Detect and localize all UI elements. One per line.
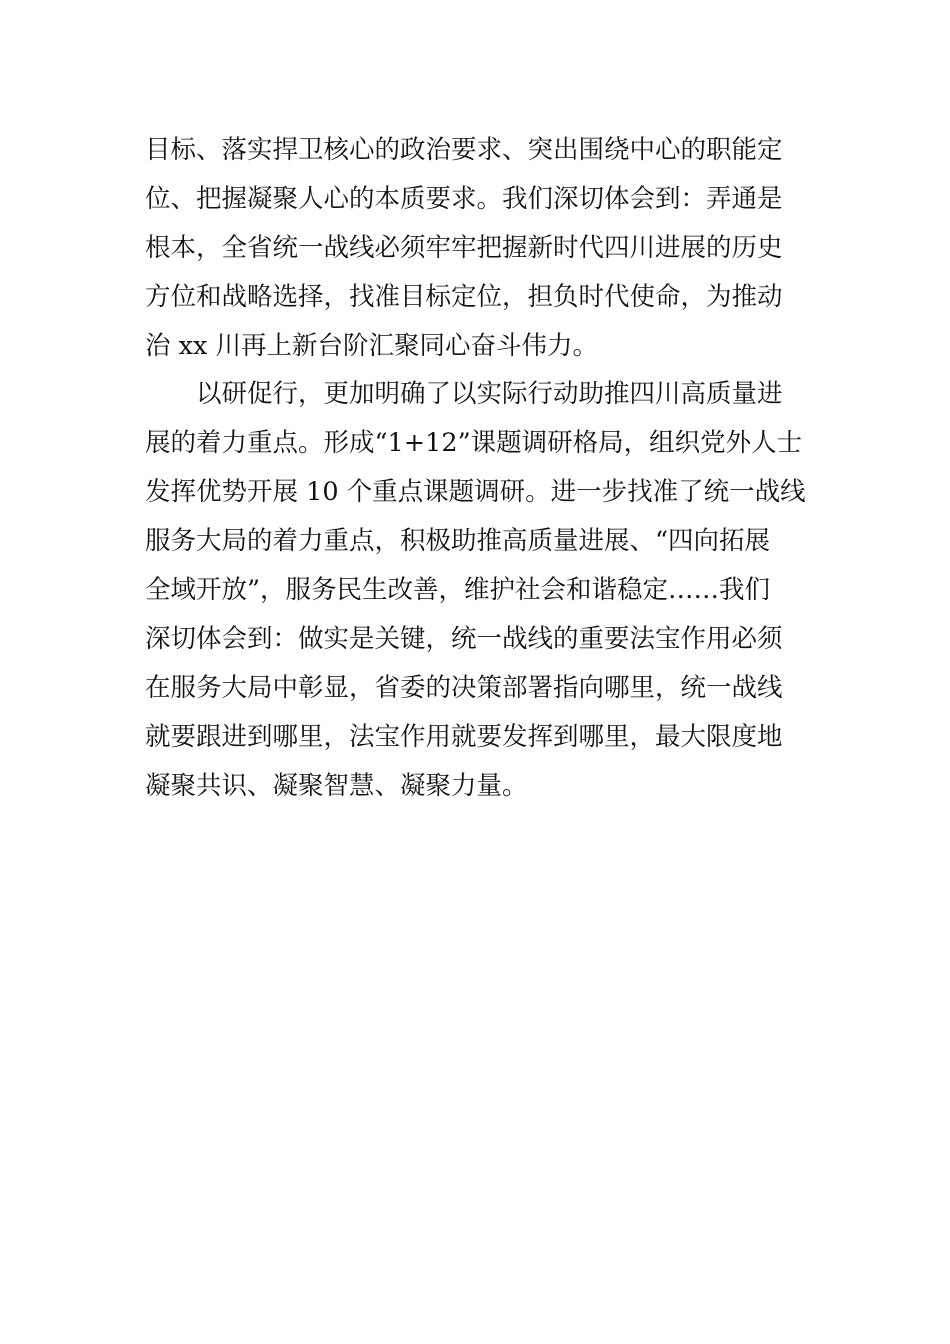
text-line-first: 以研促行，更加明确了以实际行动助推四川高质量进 (196, 379, 783, 410)
text-line: 目标、落实捍卫核心的政治要求、突出围绕中心的职能定 (145, 135, 783, 165)
text-line: 深切体会到：做实是关键，统一战线的重要法宝作用必须 (145, 623, 783, 654)
body-text (145, 126, 807, 810)
text-line: 全域开放”，服务民生改善，维护社会和谐稳定……我们 (145, 575, 771, 606)
text-line: 就要跟进到哪里，法宝作用就要发挥到哪里，最大限度地 (145, 721, 783, 752)
text-line: 凝聚共识、凝聚智慧、凝聚力量。 (145, 770, 528, 801)
text-line: 方位和战略选择，找准目标定位，担负时代使命，为推动 (145, 281, 783, 312)
text-line: 发挥优势开展 10 个重点课题调研。进一步找准了统一战线 (145, 477, 806, 508)
text-line: 服务大局的着力重点，积极助推高质量进展、“四向拓展 (145, 526, 771, 557)
text-line: 位、把握凝聚人心的本质要求。我们深切体会到：弄通是 (145, 183, 783, 214)
paragraph-1 (145, 126, 807, 370)
text-line: 根本，全省统一战线必须牢牢把握新时代四川进展的历史 (145, 232, 783, 263)
text-line: 在服务大局中彰显，省委的决策部署指向哪里，统一战线 (145, 672, 783, 703)
paragraph-2 (145, 370, 807, 810)
text-line: 治 xx 川再上新台阶汇聚同心奋斗伟力。 (145, 330, 598, 361)
text-line: 展的着力重点。形成“1+12”课题调研格局，组织党外人士 (145, 428, 803, 459)
